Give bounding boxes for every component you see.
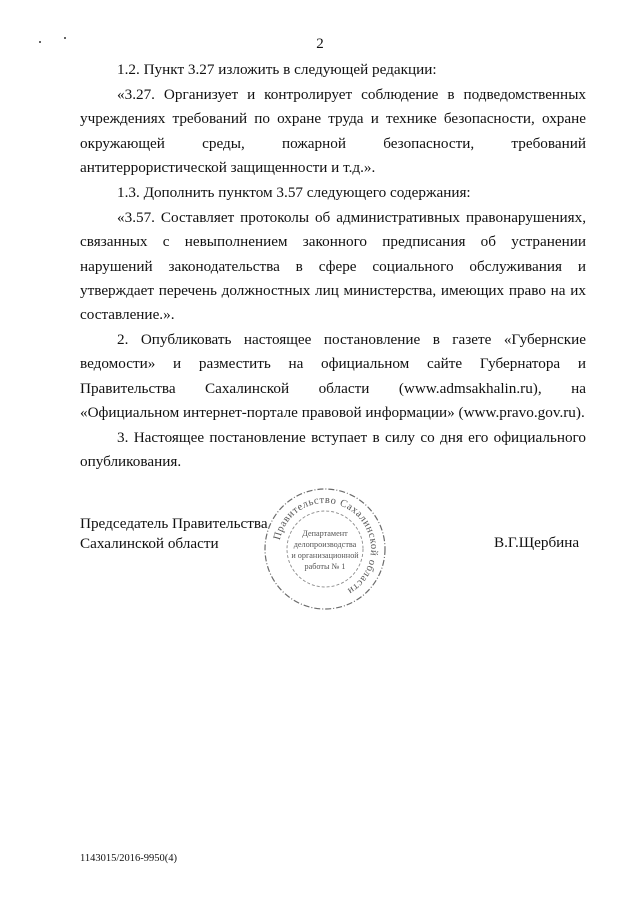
paragraph-3-effective: 3. Настоящее постановление вступает в силу со дня его официального опубликования. xyxy=(80,429,586,471)
signatory-name: В.Г.Щербина xyxy=(494,534,580,551)
page-number: 2 xyxy=(316,36,324,52)
stamp-line-2: делопроизводства xyxy=(293,540,357,549)
paragraph-3-57: «3.57. Составляет протоколы об административных правонарушениях, связанных с невыполнением законного предписания об устранении нарушений законодательства в сфере социального обслуживания и утверждает перечень должностных лиц министерства, имеющих право на их составление.». xyxy=(80,209,586,324)
paragraph-2-publish: 2. Опубликовать настоящее постановление в газете «Губернские ведомости» и разместить на официальном сайте Губернатора и Правительства Сахалинской области (www.admsakhalin.ru), на «Официальном интернет-портале правовой информации» (www.pravo.gov.ru). xyxy=(80,331,586,421)
document-id: 1143015/2016-9950(4) xyxy=(80,853,178,864)
stamp-line-1: Департамент xyxy=(302,529,348,538)
document-body xyxy=(80,58,586,474)
paragraph-1-2: 1.2. Пункт 3.27 изложить в следующей редакции: xyxy=(117,61,437,78)
signatory-position-line1: Председатель Правительства xyxy=(80,515,268,532)
official-stamp xyxy=(260,484,390,614)
stamp-line-3: и организационной xyxy=(291,551,359,560)
signatory-position xyxy=(80,514,268,554)
paragraph-1-3: 1.3. Дополнить пунктом 3.57 следующего содержания: xyxy=(117,184,471,202)
signatory-position-line2: Сахалинской области xyxy=(80,535,219,552)
paragraph-3-27: «3.27. Организует и контролирует соблюдение в подведомственных учреждениях требований по охране труда и технике безопасности, охране окружающей среды, пожарной безопасности, требований антитеррористической защищенности и т.д.». xyxy=(80,86,586,176)
stamp-line-4: работы № 1 xyxy=(304,562,346,571)
stamp-seal-icon xyxy=(260,484,390,614)
stamp-outer-text: Правительство Сахалинской области xyxy=(271,494,380,597)
